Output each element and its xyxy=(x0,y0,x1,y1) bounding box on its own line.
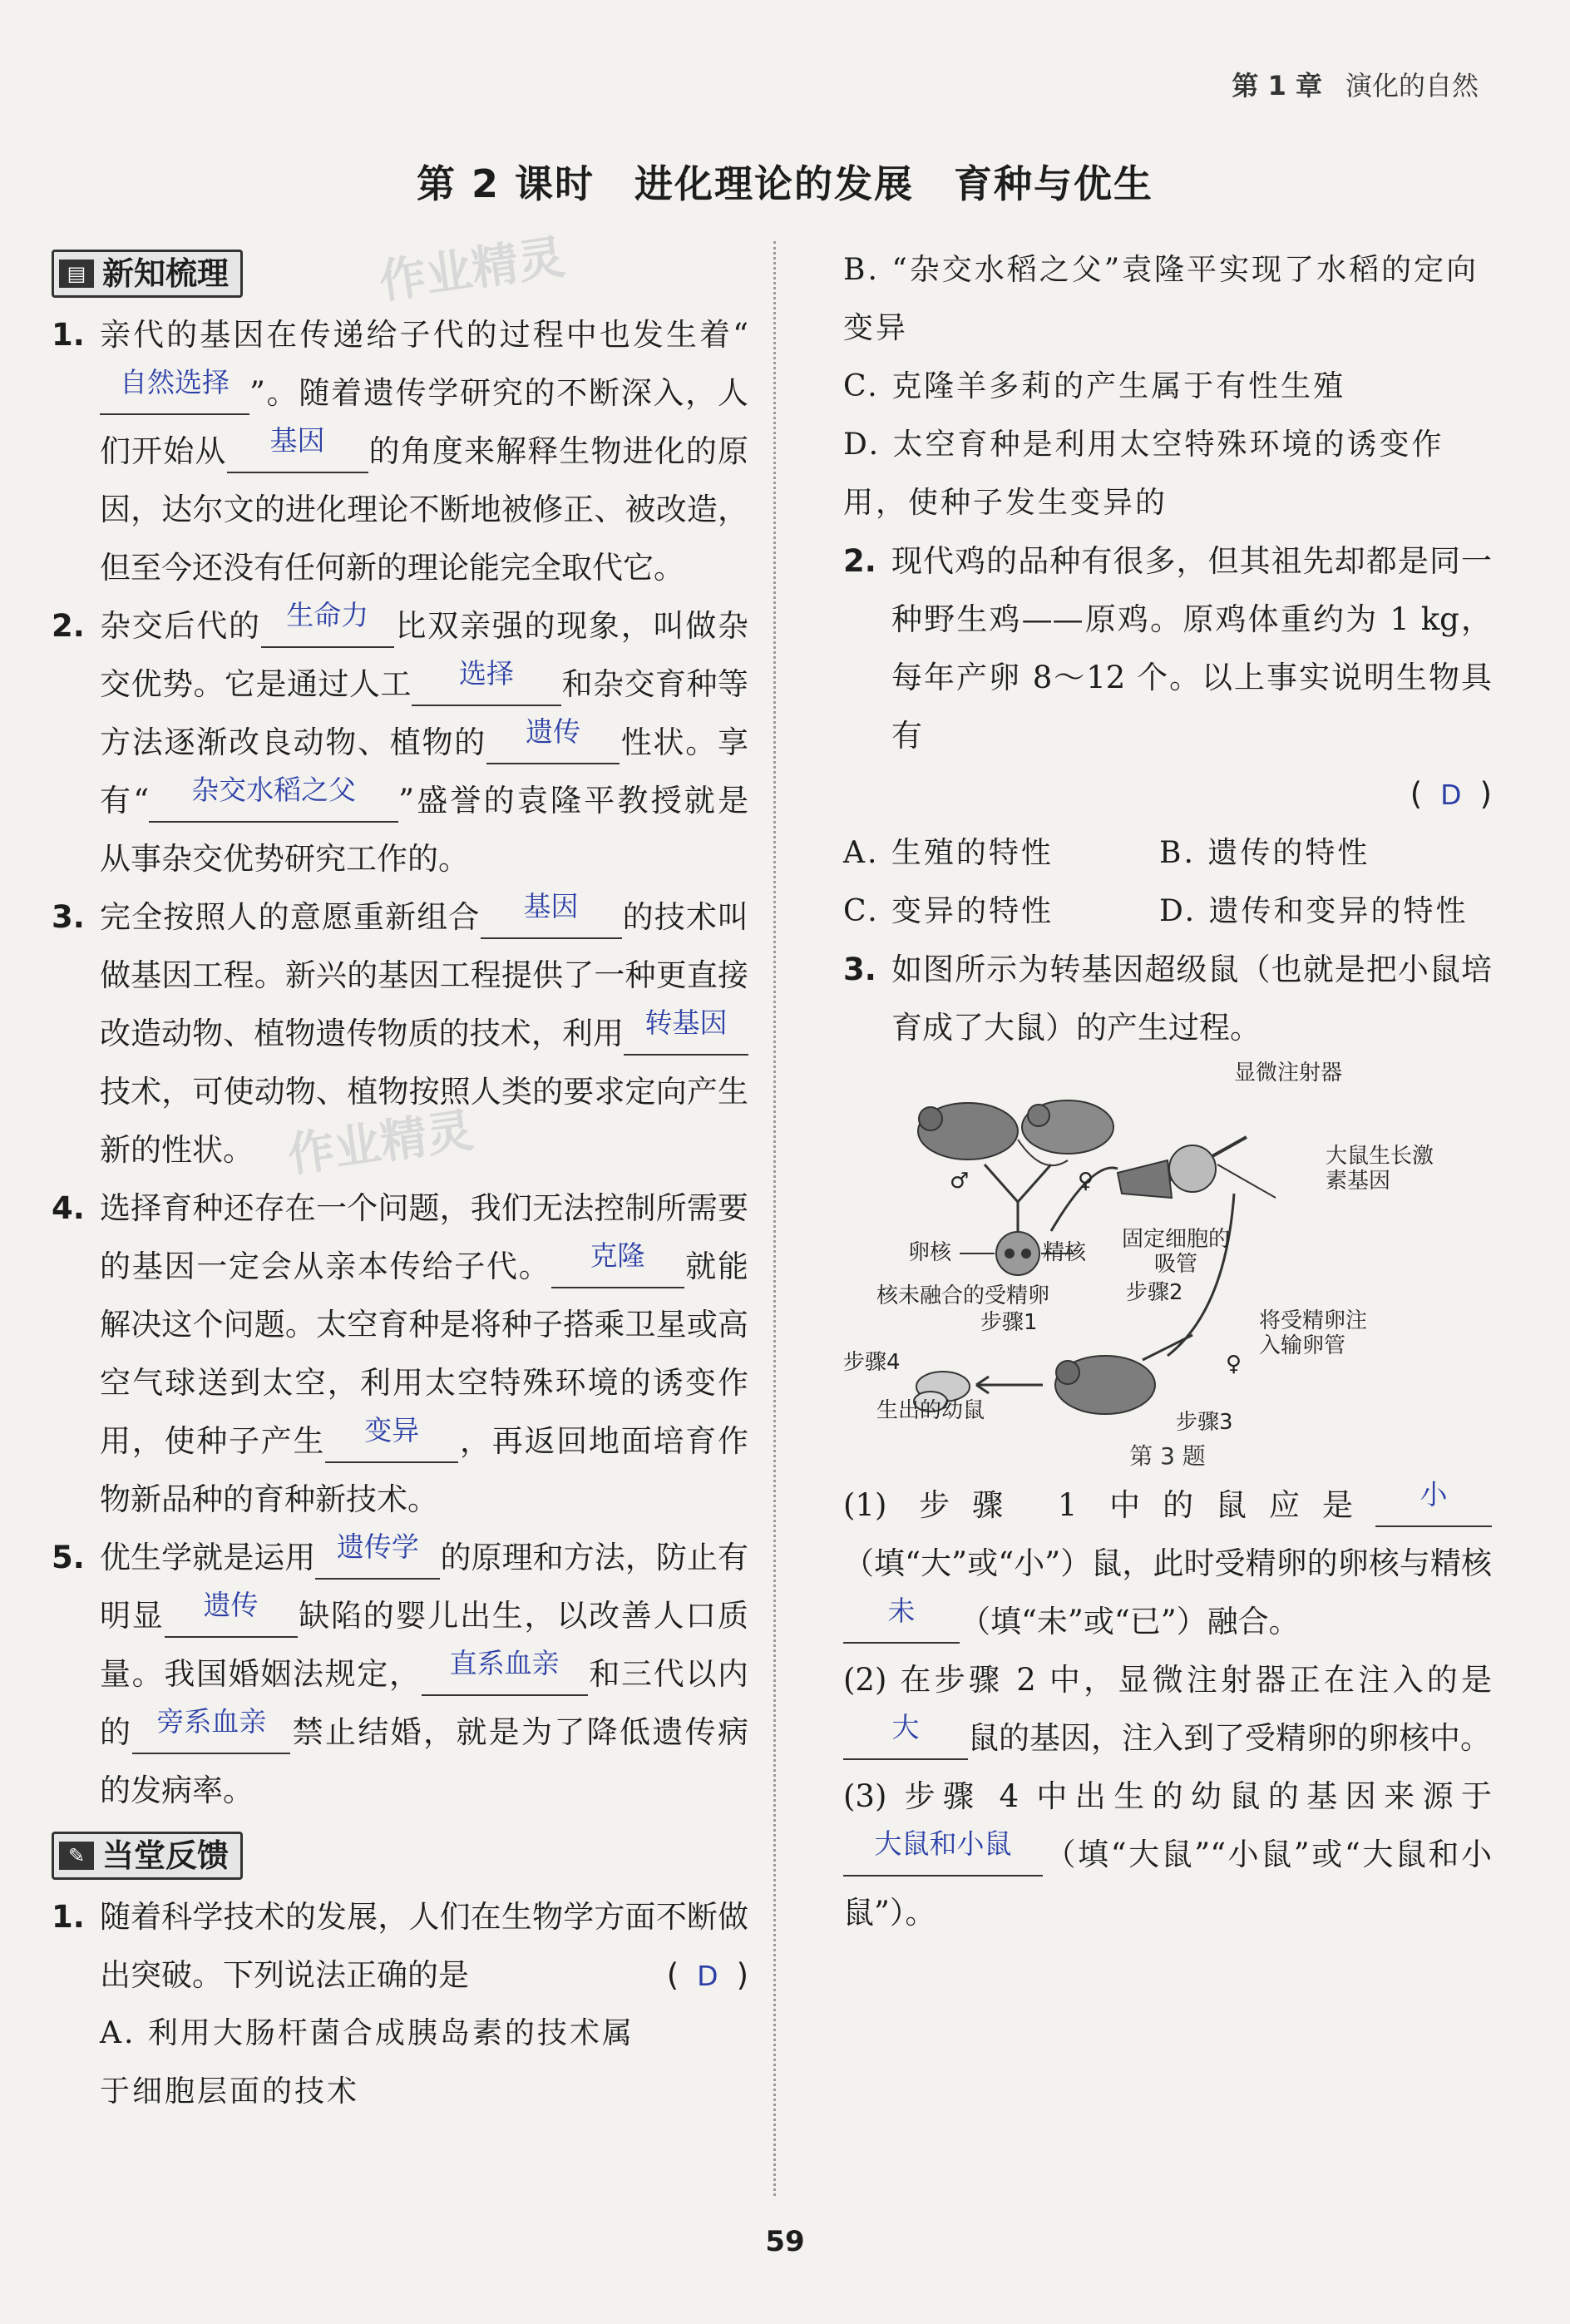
answer-blank: 自然选择 xyxy=(100,374,249,415)
sub-question-1: (1) 步骤 1 中的鼠应是 小（填“大”或“小”）鼠，此时受精卵的卵核与精核未 （填“未”或“已”）融合。 xyxy=(843,1476,1492,1651)
answer-blank: 大 xyxy=(843,1719,968,1760)
answer-blank: 杂交水稻之父 xyxy=(149,782,398,823)
answer-blank: 大鼠和小鼠 xyxy=(843,1836,1043,1877)
answer-blank: 小 xyxy=(1375,1486,1492,1527)
question-1: 1. 亲代的基因在传递给子代的过程中也发生着“自然选择 ”。随着遗传学研究的不断深入，人们开始从 基因 的角度来解释生物进化的原因，达尔文的进化理论不断地被修正、被改造，但至今还没有任何新的理论能完全取代它。 xyxy=(52,317,748,586)
chapter-title: 演化的自然 xyxy=(1345,70,1479,101)
label-male: ♂ xyxy=(950,1169,970,1194)
answer-blank: 转基因 xyxy=(624,1015,748,1056)
answer-blank: 遗传 xyxy=(486,724,620,764)
book-icon: ▤ xyxy=(59,260,94,288)
answer-bracket: ( D ) xyxy=(666,1957,748,1993)
label-step2: 步骤2 xyxy=(1126,1280,1183,1305)
watermark: 作业精灵 xyxy=(376,230,569,310)
option-b: B. 遗传的特性 xyxy=(1159,836,1370,870)
feedback-question-2: 2. 现代鸡的品种有很多，但其祖先却都是同一种野生鸡——原鸡。原鸡体重约为 1 kg，每年产卵 8～12 个。以上事实说明生物具有 ( D ) xyxy=(843,543,1492,812)
label-female-2: ♀ xyxy=(1226,1352,1242,1377)
question-5: 5. 优生学就是运用 遗传学 的原理和方法，防止有明显 遗传 缺陷的婴儿出生，以改善人口质量。我国婚姻法规定， 直系血亲 和三代以内的 旁系血亲 禁止结婚，就是为了降低遗传病的发病率。 xyxy=(52,1530,749,1808)
answer-blank: 选择 xyxy=(412,665,561,706)
label-unfused-zygote: 核未融合的受精卵 xyxy=(876,1283,1050,1308)
answer-blank: 变异 xyxy=(325,1422,458,1463)
answer-blank: 克隆 xyxy=(551,1248,684,1288)
chapter-number: 第 1 章 xyxy=(1232,70,1322,101)
answer-blank: 遗传 xyxy=(165,1597,298,1638)
question-4: 4. 选择育种还存在一个问题，我们无法控制所需要的基因一定会从亲本传给子代。 克隆 就能解决这个问题。太空育种是将种子搭乘卫星或高空气球送到太空，利用太空特殊环境的诱变作用，使种子产生 变异 ，再返回地面培育作物新品种的育种新技术。 xyxy=(52,1190,748,1517)
sub-question-2: (2) 在步骤 2 中，显微注射器正在注入的是大 鼠的基因，注入到了受精卵的卵核中。 xyxy=(843,1651,1492,1768)
options-row-2 xyxy=(843,883,1492,941)
right-column xyxy=(843,241,1492,1942)
watermark-2: 作业精灵 xyxy=(284,1103,477,1184)
label-step4: 步骤4 xyxy=(843,1350,901,1375)
label-pups: 生出的幼鼠 xyxy=(876,1398,985,1423)
option-c: C. 克隆羊多莉的产生属于有性生殖 xyxy=(843,369,1346,403)
feedback-question-1: 1. 随着科学技术的发展，人们在生物学方面不断做出突破。下列说法正确的是 ( D ) xyxy=(52,1888,748,2005)
options-row-1 xyxy=(843,824,1492,883)
answer-blank: 遗传学 xyxy=(315,1539,440,1580)
column-divider xyxy=(773,241,776,2196)
option-a: A. 利用大肠杆菌合成胰岛素的技术属于细胞层面的技术 xyxy=(100,2016,634,2109)
label-sperm-nucleus: 精核 xyxy=(1043,1240,1087,1265)
sub-question-3: (3) 步骤 4 中出生的幼鼠的基因来源于大鼠和小鼠 （填“大鼠”“小鼠”或“大鼠和小鼠”）。 xyxy=(843,1778,1492,1931)
answer-blank: 未 xyxy=(843,1603,960,1644)
lesson-title: 第 2 课时 进化理论的发展 育种与优生 xyxy=(416,161,1154,206)
transgenic-mouse-figure xyxy=(843,1061,1492,1476)
left-column xyxy=(52,241,748,2121)
option-b: B. “杂交水稻之父”袁隆平实现了水稻的定向变异 xyxy=(843,253,1479,345)
chapter-header xyxy=(1232,65,1479,103)
label-pipette: 固定细胞的吸管 xyxy=(1121,1227,1230,1277)
feedback-question-3: 3. 如图所示为转基因超级鼠（也就是把小鼠培育成了大鼠）的产生过程。 xyxy=(843,952,1492,1046)
section-heading-feedback: ✎ 当堂反馈 xyxy=(52,1832,243,1880)
answer-blank: 基因 xyxy=(227,433,368,473)
page-number: 59 xyxy=(765,2225,805,2258)
option-d: D. 太空育种是利用太空特殊环境的诱变作用，使种子发生变异的 xyxy=(843,428,1444,520)
label-step3: 步骤3 xyxy=(1176,1410,1233,1435)
zygote xyxy=(996,1232,1039,1275)
question-3: 3. 完全按照人的意愿重新组合 基因 的技术叫做基因工程。新兴的基因工程提供了一种更直接改造动物、植物遗传物质的技术，利用 转基因技术，可使动物、植物按照人类的要求定向产生新的性状。 xyxy=(52,890,748,1168)
option-d: D. 遗传和变异的特性 xyxy=(1159,894,1469,928)
answer-blank: 生命力 xyxy=(261,607,394,648)
label-step1: 步骤1 xyxy=(980,1310,1038,1335)
answer-blank: 旁系血亲 xyxy=(132,1713,290,1754)
section-heading-new-knowledge: ▤ 新知梳理 xyxy=(52,250,243,298)
label-egg-nucleus: 卵核 xyxy=(908,1240,952,1265)
label-female: ♀ xyxy=(1078,1169,1094,1194)
answer-blank: 直系血亲 xyxy=(422,1655,588,1696)
label-gene: 大鼠生长激素基因 xyxy=(1326,1144,1434,1194)
pencil-icon: ✎ xyxy=(59,1842,94,1870)
question-2: 2. 杂交后代的 生命力 比双亲强的现象，叫做杂交优势。它是通过人工 选择 和杂交育种等方法逐渐改良动物、植物的 遗传 性状。享有“ 杂交水稻之父 ”盛誉的袁隆平教授就是从事杂交优势研究工作的。 xyxy=(52,599,749,877)
figure-caption: 第 3 题 xyxy=(1129,1442,1206,1470)
answer-blank: 基因 xyxy=(481,898,622,939)
answer-bracket: ( D ) xyxy=(1410,776,1492,812)
option-a: A. 生殖的特性 xyxy=(843,836,1054,870)
label-microinjector: 显微注射器 xyxy=(1234,1061,1343,1085)
label-inject: 将受精卵注入输卵管 xyxy=(1259,1308,1368,1358)
merge-lines xyxy=(985,1164,1051,1231)
option-c: C. 变异的特性 xyxy=(843,894,1054,928)
